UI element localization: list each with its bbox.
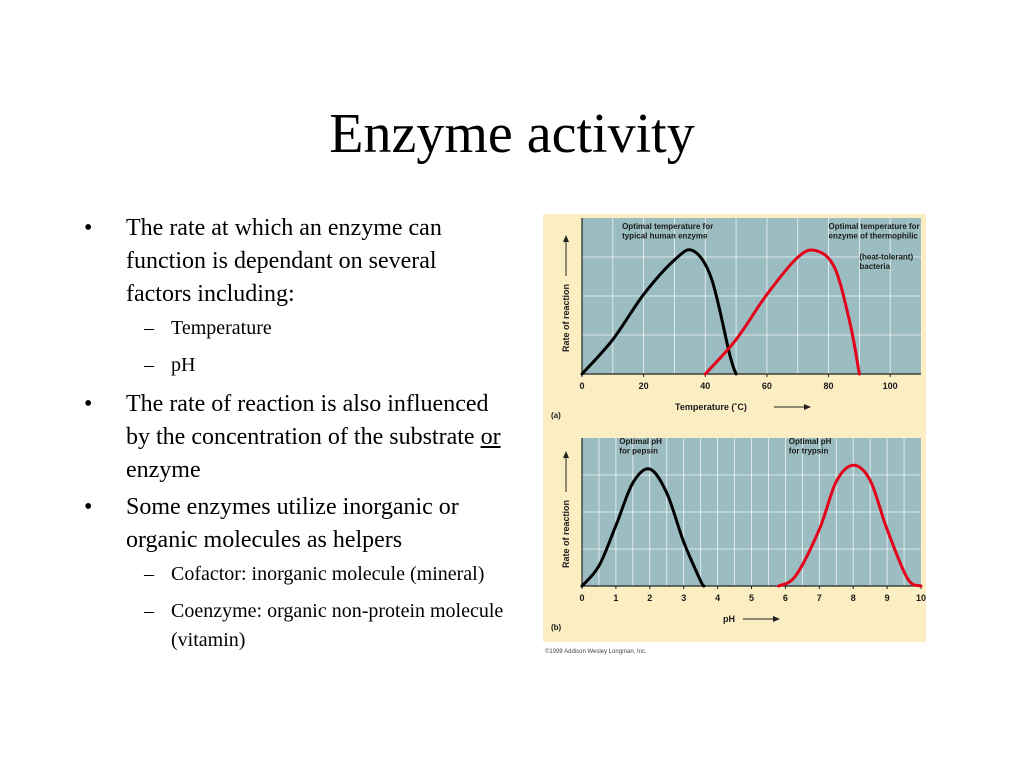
copyright-text: ©1999 Addison Wesley Longman, Inc. <box>545 649 647 655</box>
sub-bullet-symbol: – <box>144 600 154 622</box>
sub-bullet-text: Coenzyme: organic non-protein molecule (vitamin) <box>171 600 504 651</box>
x-axis-label: pH <box>723 614 735 624</box>
sub-bullet-item <box>126 597 504 655</box>
annotation: Optimal pH <box>619 437 662 447</box>
x-tick-label: 1 <box>613 593 619 603</box>
annotation: Optimal temperature for <box>828 221 920 231</box>
bullet-list <box>84 212 504 663</box>
x-tick-label: 100 <box>882 381 898 391</box>
bullet-text: Some enzymes utilize inorganic or organic molecules as helpers <box>126 494 459 553</box>
x-tick-label: 6 <box>782 593 788 603</box>
annotation: (heat-tolerant) <box>859 252 914 262</box>
sub-bullet-item <box>126 560 504 589</box>
annotation: for trypsin <box>788 446 829 456</box>
x-tick-label: 80 <box>823 381 834 391</box>
bullet-symbol: • <box>84 494 93 520</box>
slide-title: Enzyme activity <box>329 103 695 165</box>
bullet-text: The rate at which an enzyme can function is dependant on several factors including: <box>126 215 442 307</box>
x-tick-label: 4 <box>715 593 721 603</box>
sub-bullet-text: Cofactor: inorganic molecule (mineral) <box>171 563 485 585</box>
bullet-text-end: enzyme <box>126 457 201 483</box>
x-tick-label: 60 <box>761 381 772 391</box>
sub-bullet-item <box>126 351 504 380</box>
y-axis-label: Rate of reaction <box>561 283 571 353</box>
x-tick-label: 2 <box>647 593 653 603</box>
annotation: bacteria <box>859 261 891 271</box>
annotation: Optimal pH <box>788 437 832 447</box>
bullet-text: The rate of reaction is also influenced by the concentration of the substrate <box>126 391 489 450</box>
panel-label: (a) <box>551 411 561 420</box>
x-axis-label: Temperature (˚C) <box>675 402 747 412</box>
sub-bullet-symbol: – <box>144 354 154 376</box>
x-tick-label: 40 <box>700 381 711 391</box>
annotation: typical human enzyme <box>622 231 708 241</box>
bullet-item <box>84 212 504 380</box>
bullet-item <box>84 388 504 487</box>
sub-bullet-symbol: – <box>144 563 154 585</box>
bullet-symbol: • <box>84 215 93 241</box>
x-tick-label: 7 <box>816 593 822 603</box>
y-axis-label: Rate of reaction <box>561 499 571 569</box>
x-tick-label: 0 <box>579 593 585 603</box>
x-tick-label: 20 <box>638 381 649 391</box>
sub-bullet-text: pH <box>171 354 196 376</box>
annotation: for pepsin <box>619 446 658 456</box>
x-tick-label: 5 <box>748 593 755 603</box>
x-tick-label: 9 <box>884 593 890 603</box>
annotation: Optimal temperature for <box>622 221 714 231</box>
x-tick-label: 10 <box>915 593 926 603</box>
annotation: enzyme of thermophilic <box>828 231 918 241</box>
sub-bullet-item <box>126 314 504 343</box>
sub-bullet-text: Temperature <box>171 317 272 339</box>
sub-bullet-symbol: – <box>144 317 154 339</box>
enzyme-activity-figure <box>543 214 926 660</box>
x-tick-label: 3 <box>681 593 687 603</box>
x-tick-label: 0 <box>579 381 585 391</box>
underlined-word: or <box>480 424 501 450</box>
panel-label: (b) <box>551 623 562 632</box>
x-tick-label: 8 <box>850 593 856 603</box>
bullet-item <box>84 491 504 655</box>
bullet-symbol: • <box>84 391 93 417</box>
